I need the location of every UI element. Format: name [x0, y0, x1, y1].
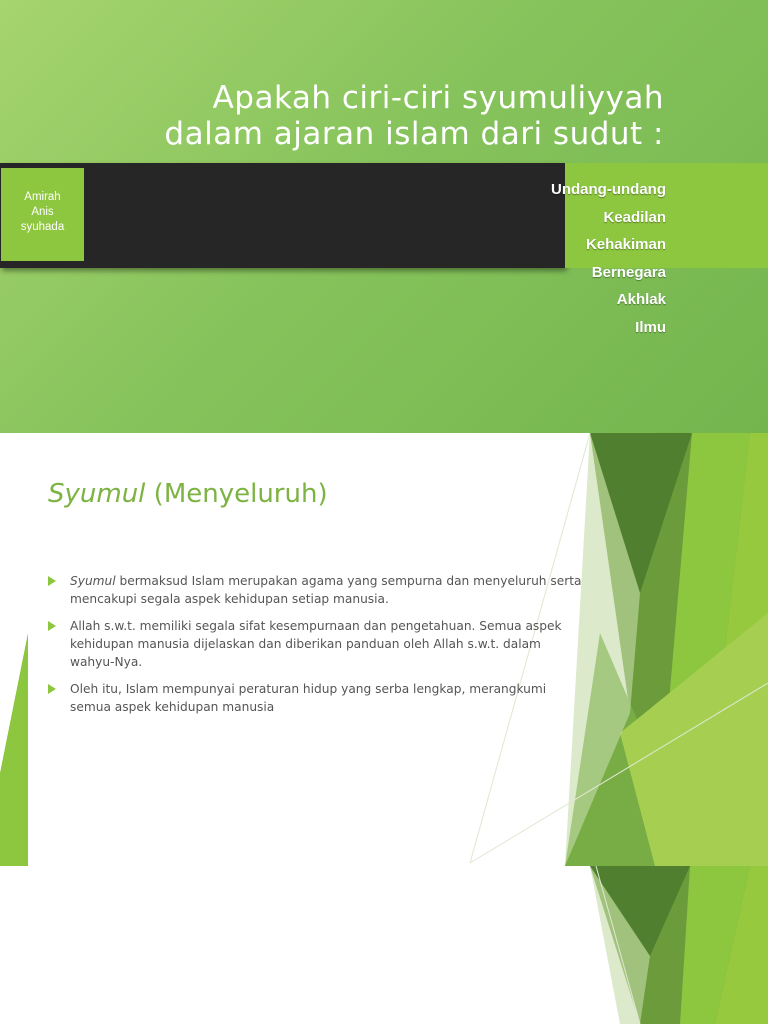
- slide-3: [0, 866, 768, 1024]
- dark-band: [0, 163, 565, 268]
- bullet-text: bermaksud Islam merupakan agama yang sempurna dan menyeluruh serta mencakupi segala aspek kehidupan setiap manusia.: [70, 574, 582, 606]
- bullet-italic: Syumul: [70, 574, 116, 588]
- topic-item: Bernegara: [591, 263, 666, 281]
- title-line-1: Apakah ciri-ciri syumuliyyah: [212, 80, 664, 116]
- bullet-item: [48, 617, 588, 671]
- author-line: Amirah: [24, 191, 61, 203]
- topic-item: Kehakiman: [585, 236, 666, 254]
- author-line: syuhada: [20, 221, 65, 233]
- slide-1: [0, 0, 768, 433]
- topic-item: Ilmu: [635, 318, 666, 336]
- topic-item: Keadilan: [603, 208, 666, 226]
- title-line-2: dalam ajaran islam dari sudut :: [164, 116, 664, 152]
- slide-2: [0, 433, 768, 866]
- topic-list: [551, 176, 666, 342]
- bullet-text: Allah s.w.t. memiliki segala sifat kesempurnaan dan pengetahuan. Semua aspek kehidupan manusia dijelaskan dan diberikan panduan oleh Allah s.w.t. dalam wahyu-Nya.: [70, 619, 562, 669]
- author-box: [1, 168, 84, 261]
- heading-rest: (Menyeluruh): [145, 479, 328, 509]
- bullet-item: [48, 680, 588, 716]
- topic-item: Akhlak: [616, 291, 666, 309]
- bullet-arrow-icon: [48, 576, 56, 586]
- bullet-list: [48, 572, 588, 725]
- author-line: Anis: [31, 206, 54, 218]
- bullet-arrow-icon: [48, 621, 56, 631]
- facet-decoration: [0, 866, 768, 1024]
- slide-2-heading: [48, 477, 328, 511]
- heading-italic: Syumul: [48, 479, 146, 509]
- bullet-text: Oleh itu, Islam mempunyai peraturan hidup yang serba lengkap, merangkumi semua aspek kehidupan manusia: [70, 682, 547, 714]
- topic-item: Undang-undang: [551, 181, 666, 198]
- slide-title: [164, 80, 664, 152]
- bullet-arrow-icon: [48, 684, 56, 694]
- bullet-item: [48, 572, 588, 608]
